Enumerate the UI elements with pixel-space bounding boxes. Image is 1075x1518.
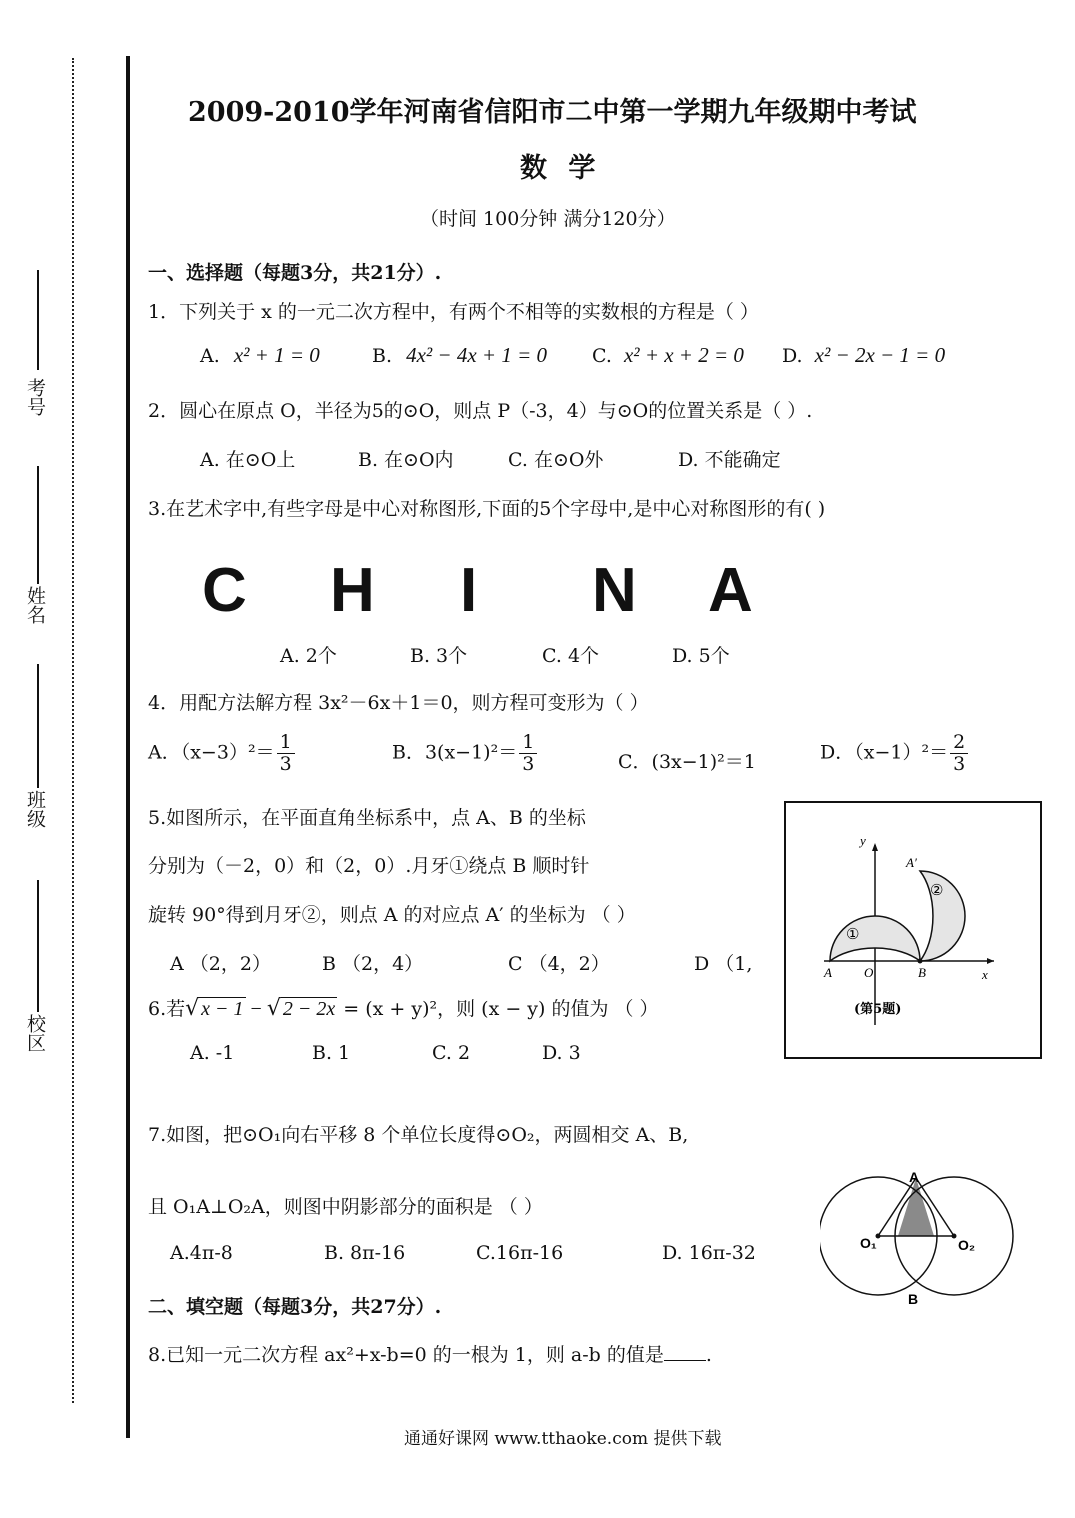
exam-title: 2009-2010学年河南省信阳市二中第一学期九年级期中考试 [188,97,917,128]
label-b: B [908,1291,919,1307]
q4-option-b-num: 1 [519,732,537,754]
q6-option-b[interactable]: B. 1 [312,1042,351,1064]
q7-option-d[interactable]: D. 16π-32 [662,1242,756,1264]
q7-line2: 且 O₁A⊥O₂A，则图中阴影部分的面积是 （ ） [148,1196,543,1218]
exam-info: （时间 100分钟 满分120分） [420,208,676,230]
q4-option-a-num: 1 [277,732,295,754]
q6-stem: 6.若√ x − 1 − √ 2 − 2x = (x + y)²，则 (x − y) 的值为 （ ） [148,996,659,1021]
q8-answer-blank[interactable] [664,1342,706,1361]
q4-option-a[interactable] [148,732,297,775]
exam-number-underline [37,270,39,370]
q1-stem: 1．下列关于 x 的一元二次方程中，有两个不相等的实数根的方程是（ ） [148,301,759,323]
name-label: 姓名 [24,586,46,624]
q5-option-a[interactable]: A （2，2） [170,953,271,975]
q1-option-b[interactable] [372,343,547,368]
q5-line1: 5.如图所示，在平面直角坐标系中，点 A、B 的坐标 [148,807,586,829]
q7-line1: 7.如图，把⊙O₁向右平移 8 个单位长度得⊙O₂，两圆相交 A、B, [148,1124,689,1146]
footer-text: 通通好课网 www.tthaoke.com 提供下载 [404,1429,722,1449]
q8-period: . [705,1344,712,1366]
name-underline [37,466,39,584]
binding-dotted-line [72,58,74,1403]
q8-text: 8.已知一元二次方程 ax²+x-b=0 的一根为 1，则 a-b 的值是 [148,1344,664,1366]
q2-option-d[interactable]: D. 不能确定 [678,449,781,471]
label-moon1: ① [846,925,860,943]
point-b [918,959,923,964]
exam-number-label: 考号 [24,378,46,416]
q1-option-d[interactable] [782,343,945,368]
q8-stem [148,1340,712,1367]
q5-figure [784,801,1042,1059]
label-x: x [982,967,988,982]
q1-option-b-expr: 4x² − 4x + 1 = 0 [406,343,548,367]
q6-rest: = (x + y)²，则 (x − y) 的值为 （ ） [337,998,659,1020]
q2-option-c[interactable]: C. 在⊙O外 [508,449,604,471]
q1-option-b-letter: B. [372,345,393,367]
q7-option-c[interactable]: C.16π-16 [476,1242,564,1264]
campus-underline [37,880,39,1012]
q3-option-c[interactable]: C. 4个 [542,645,600,667]
q3-option-d[interactable]: D. 5个 [672,645,730,667]
q3-option-b[interactable]: B. 3个 [410,645,468,667]
q6-radicand-2: 2 − 2x [282,998,336,1020]
q6-option-a[interactable]: A. -1 [190,1042,235,1064]
q5-option-b[interactable]: B （2，4） [322,953,424,975]
label-o1: O₁ [860,1235,877,1251]
q3-option-a[interactable]: A. 2个 [280,645,337,667]
label-a: A [909,1170,920,1185]
q1-option-c-letter: C. [592,345,612,367]
q4-option-b-fraction [519,732,537,775]
q4-option-d-lhs: D．（x−1）²＝ [820,741,949,764]
class-underline [37,664,39,788]
section2-heading: 二、填空题（每题3分，共27分）. [148,1296,442,1318]
q4-option-d-den: 3 [953,752,966,775]
class-field[interactable] [20,664,46,840]
q4-option-b[interactable] [392,732,539,775]
q4-option-b-lhs: B．3(x−1)²＝ [392,741,518,764]
q4-option-b-den: 3 [522,752,535,775]
q6-option-d[interactable]: D. 3 [542,1042,581,1064]
q7-option-b[interactable]: B. 8π-16 [324,1242,406,1264]
q3-letter-a: A [708,556,753,625]
q2-option-a[interactable]: A. 在⊙O上 [200,449,296,471]
section1-heading: 一、选择题（每题3分，共21分）. [148,262,442,284]
campus-label: 校区 [24,1014,46,1052]
campus-field[interactable] [20,880,46,1070]
q4-option-d-fraction [950,732,968,775]
q5-line2: 分别为（－2，0）和（2，0）.月牙①绕点 B 顺时针 [148,855,590,877]
q6-minus: − [245,998,267,1020]
q4-option-a-lhs: A．（x−3）²＝ [148,741,275,764]
q4-option-c[interactable]: C．(3x−1)²＝1 [618,751,756,773]
q5-option-d[interactable]: D （1, [694,953,753,975]
q3-letter-c: C [202,556,247,625]
q1-option-a-expr: x² + 1 = 0 [233,343,320,367]
q1-option-a-letter: A. [200,345,220,367]
exam-number-field[interactable] [20,270,46,420]
subject-title: 数 学 [520,153,602,184]
figure-caption: (第5题) [854,1002,902,1017]
q2-stem: 2．圆心在原点 O，半径为5的⊙O，则点 P（-3，4）与⊙O的位置关系是（ ）. [148,400,813,422]
label-a-prime: A′ [906,855,917,870]
label-o2: O₂ [958,1237,976,1253]
binding-solid-line [126,56,130,1438]
q6-radicand-1: x − 1 [201,998,244,1020]
q7-option-a[interactable]: A.4π-8 [170,1242,233,1264]
q6-prefix: 6.若 [148,998,186,1020]
label-b: B [918,965,926,980]
q7-figure [820,1170,1015,1310]
label-moon2: ② [930,881,944,899]
q1-option-c[interactable] [592,343,744,368]
q3-stem: 3.在艺术字中,有些字母是中心对称图形,下面的5个字母中,是中心对称图形的有( ) [148,498,826,520]
q1-option-d-expr: x² − 2x − 1 = 0 [814,343,946,367]
q1-option-a[interactable] [200,343,320,368]
q5-option-c[interactable]: C （4，2） [508,953,610,975]
label-y: y [860,833,866,848]
q4-option-d[interactable] [820,732,970,775]
q2-option-b[interactable]: B. 在⊙O内 [358,449,454,471]
point-o2 [952,1234,957,1239]
label-o: O [864,965,874,980]
q4-option-a-fraction [277,732,295,775]
x-axis-arrow [987,958,994,964]
q4-option-d-num: 2 [950,732,968,754]
q1-option-d-letter: D. [782,345,803,367]
class-label: 班级 [24,790,46,828]
q5-line3: 旋转 90°得到月牙②，则点 A 的对应点 A′ 的坐标为 （ ） [148,904,636,926]
q5-figure-svg [786,803,1040,1057]
y-axis-arrow [872,843,878,851]
q1-option-c-expr: x² + x + 2 = 0 [623,343,744,367]
q4-option-a-den: 3 [279,752,292,775]
q4-stem: 4．用配方法解方程 3x²－6x＋1＝0，则方程可变形为（ ） [148,692,649,714]
q3-letter-n: N [592,556,637,625]
q3-letter-i: I [460,556,478,625]
name-field[interactable] [20,466,46,636]
q3-letter-h: H [330,556,375,625]
label-a: A [824,965,832,980]
q6-option-c[interactable]: C. 2 [432,1042,471,1064]
